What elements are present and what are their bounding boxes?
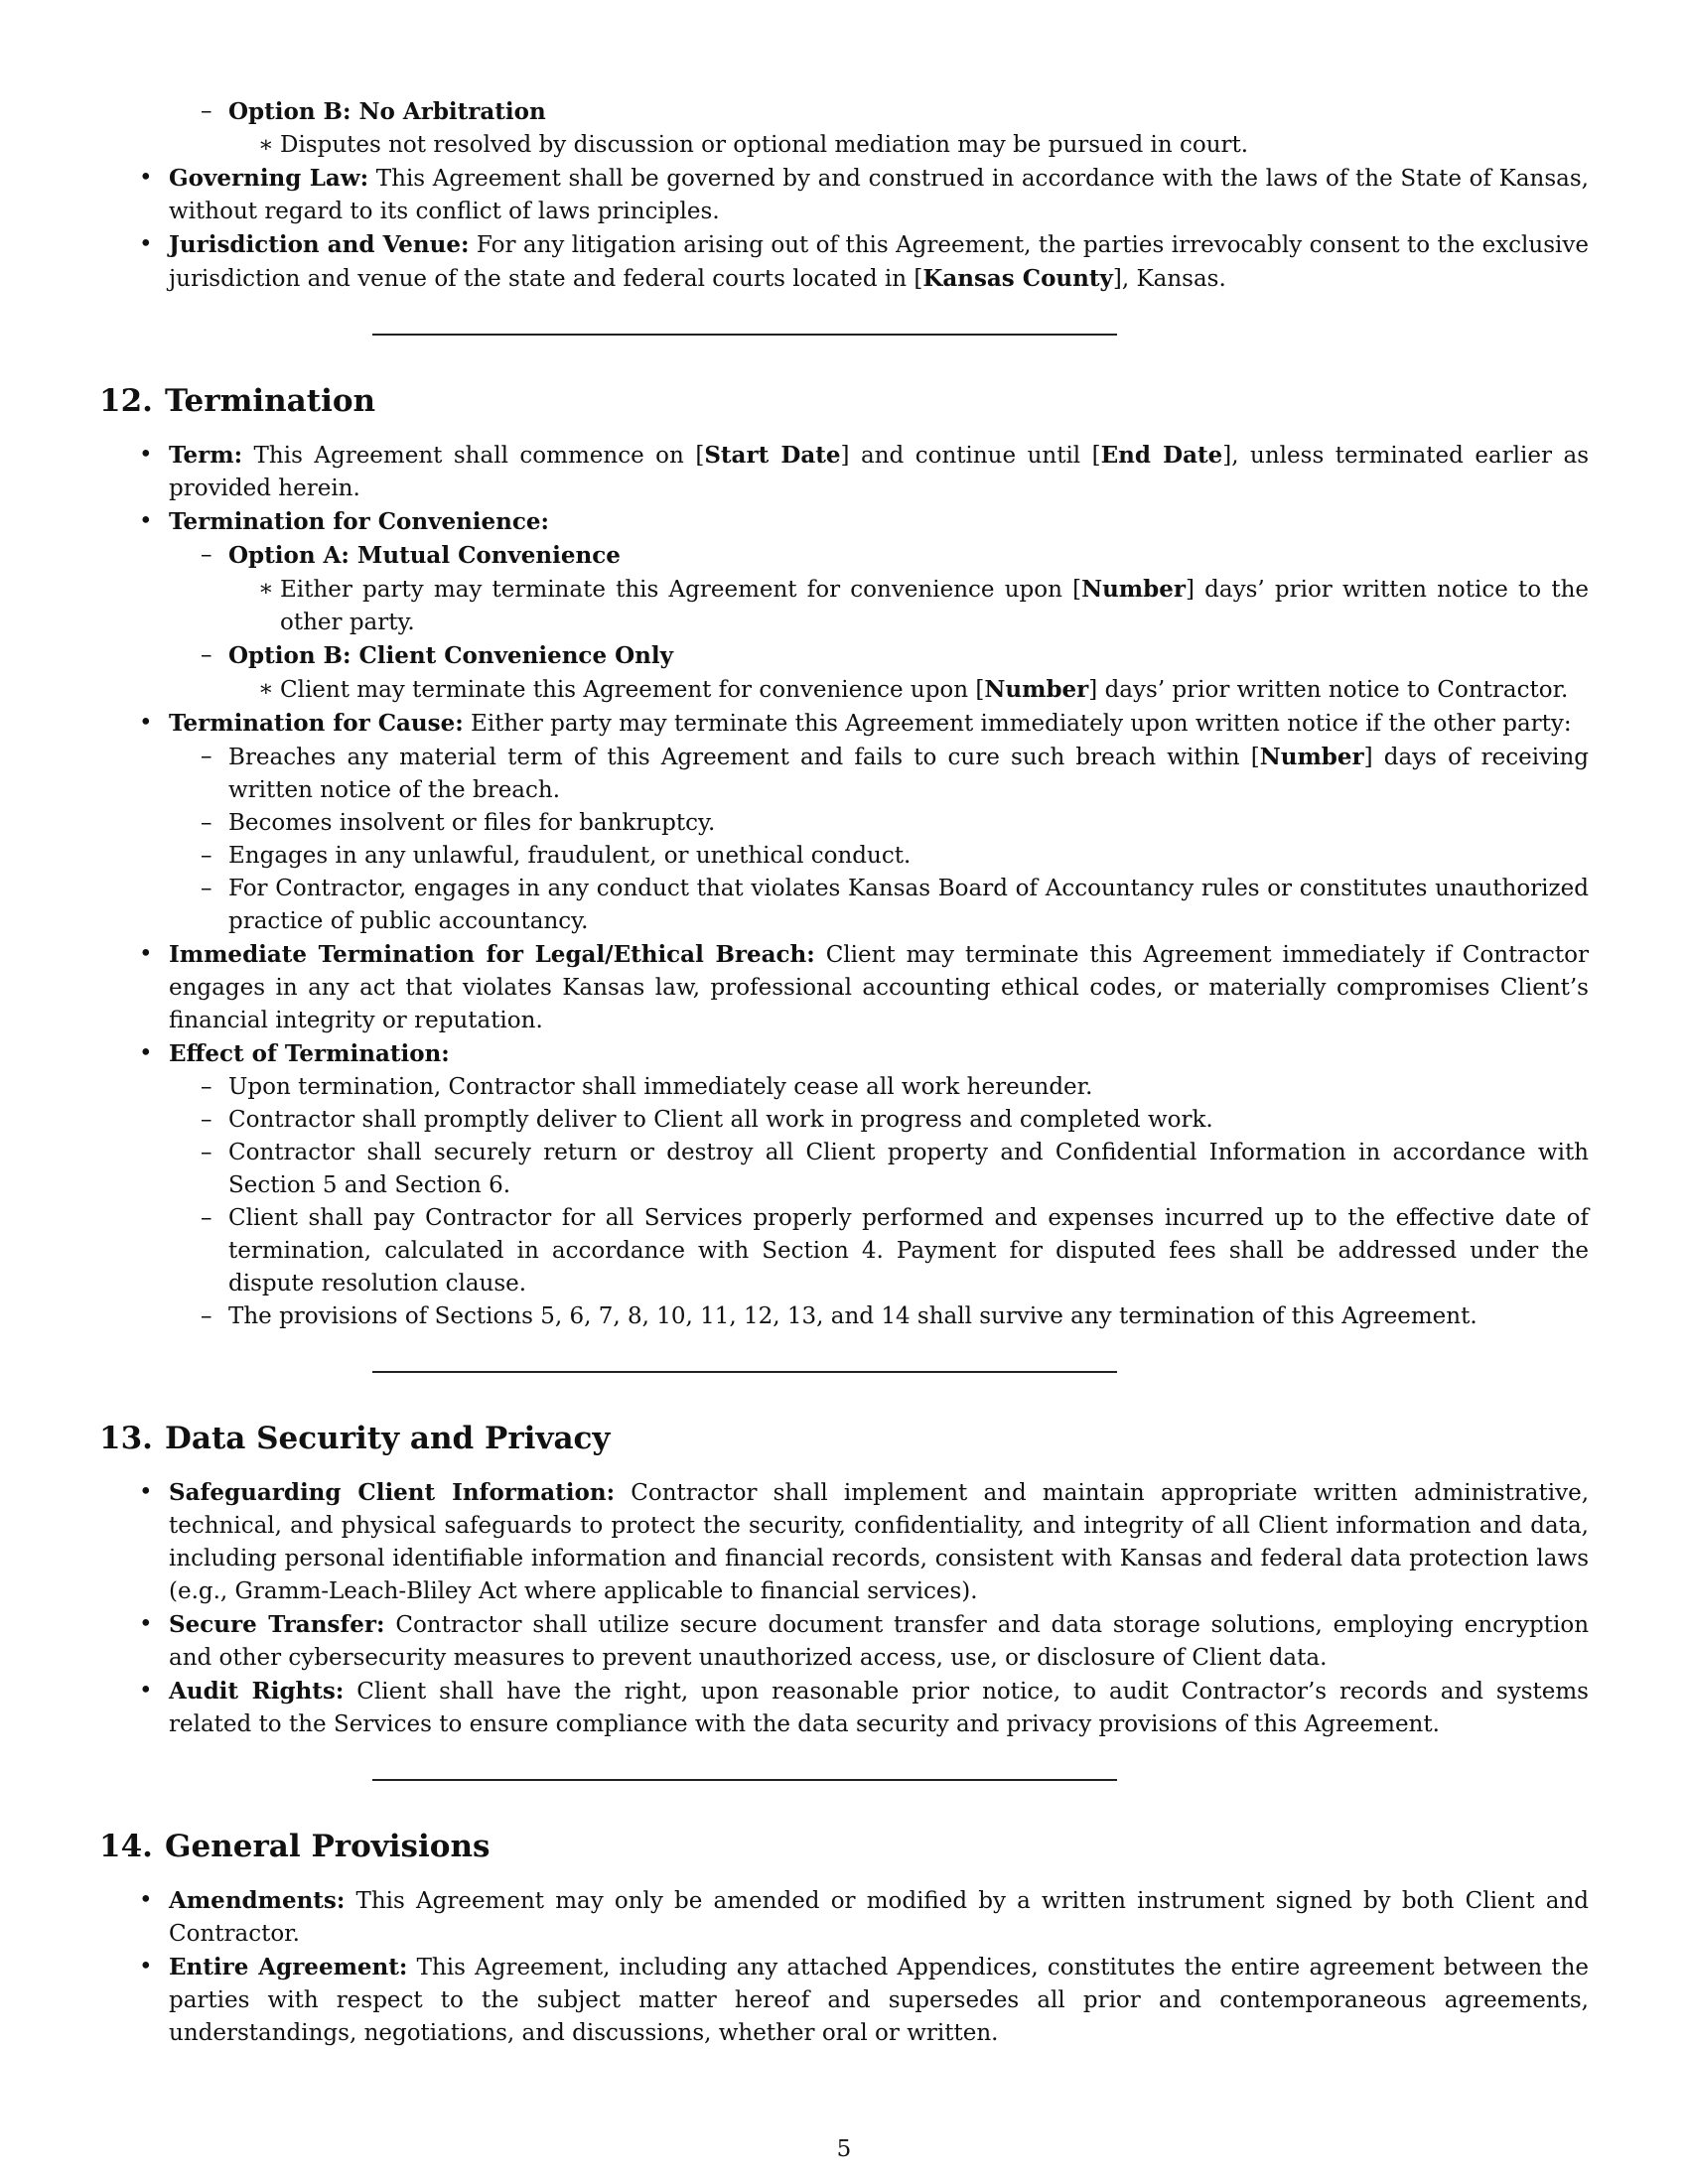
amendments-label: Amendments: (169, 1887, 346, 1914)
list-item (169, 873, 1589, 938)
list-item-audit-rights (99, 1675, 1589, 1741)
list-item (169, 807, 1589, 840)
option-a-text: Either party may terminate this Agreement for convenience upon [ (280, 577, 1082, 603)
list-item-convenience (99, 505, 1589, 707)
list-item-secure-transfer (99, 1608, 1589, 1675)
option-b-label: Option B: No Arbitration (228, 98, 546, 125)
amendments-text: This Agreement may only be amended or modified by a written instrument signed by both Client and Contractor. (169, 1888, 1589, 1947)
termination-list (99, 439, 1589, 1333)
list-item-jurisdiction (99, 228, 1589, 296)
audit-label: Audit Rights: (169, 1678, 345, 1705)
number-placeholder: Number (1081, 576, 1186, 603)
list-item (169, 1202, 1589, 1300)
list-item-immediate (99, 938, 1589, 1037)
cause-1-text: Breaches any material term of this Agreement and fails to cure such breach within [ (228, 745, 1260, 770)
list-item-amendments (99, 1884, 1589, 1951)
section-divider (372, 334, 1117, 336)
jurisdiction-text: For any litigation arising out of this Agreement, the parties irrevocably consent to the exclusive jurisdiction and venue of the state and federal courts located in [ (169, 232, 1589, 292)
option-b-client-text: Client may terminate this Agreement for convenience upon [ (280, 677, 985, 703)
list-item (169, 95, 1589, 162)
section-title: Termination (165, 383, 376, 419)
document-page (99, 95, 1589, 2050)
list-item (228, 573, 1589, 639)
list-item-term (99, 439, 1589, 505)
term-text: ], unless terminated earlier as provided herein. (169, 443, 1590, 501)
jurisdiction-text-end: ], Kansas. (1112, 266, 1226, 292)
top-list (99, 162, 1589, 296)
page-number: 5 (836, 2136, 852, 2162)
cause-4-text: For Contractor, engages in any conduct that violates Kansas Board of Accountancy rules or constitutes unauthorized practice of public accountancy. (228, 876, 1589, 934)
list-item (228, 673, 1589, 707)
audit-text: Client shall have the right, upon reasonable prior notice, to audit Contractor’s records and systems related to the Services to ensure compliance with the data security and privacy provisions of this Agreement. (169, 1679, 1589, 1737)
option-a-text-end: ] days’ prior written notice to the other party. (280, 577, 1589, 635)
option-a-label: Option A: Mutual Convenience (228, 542, 621, 569)
number-placeholder: Number (984, 676, 1089, 703)
entire-agreement-text: This Agreement, including any attached Appendices, constitutes the entire agreement between the parties with respect to the subject matter hereof and supersedes all prior and contemporaneous agreements, understandings, negotiations, and discussions, whether oral or written. (169, 1955, 1589, 2046)
transfer-label: Secure Transfer: (169, 1611, 385, 1638)
jurisdiction-county: Kansas County (922, 265, 1113, 292)
list-item-option-b (169, 639, 1589, 707)
term-end-placeholder: End Date (1100, 442, 1223, 469)
safeguard-label: Safeguarding Client Information: (169, 1479, 616, 1506)
arbitration-options-list (169, 95, 1589, 162)
list-item (169, 1300, 1589, 1333)
section-number: 13. (99, 1421, 153, 1456)
list-item (169, 1137, 1589, 1202)
effect-1-text: Upon termination, Contractor shall immediately cease all work hereunder. (228, 1074, 1093, 1100)
list-item-effect (99, 1037, 1589, 1333)
section-heading-general-provisions (99, 1827, 1589, 1866)
list-item-governing-law (99, 162, 1589, 228)
list-item-option-a (169, 539, 1589, 639)
number-placeholder: Number (1259, 744, 1364, 770)
list-item (169, 741, 1589, 807)
section-heading-data-security (99, 1419, 1589, 1458)
jurisdiction-label: Jurisdiction and Venue: (169, 231, 470, 258)
immediate-label: Immediate Termination for Legal/Ethical Breach: (169, 941, 815, 968)
governing-law-text: This Agreement shall be governed by and construed in accordance with the laws of the State of Kansas, without regard to its conflict of laws principles. (169, 166, 1589, 224)
effect-4-text: Client shall pay Contractor for all Services properly performed and expenses incurred up to the effective date of termination, calculated in accordance with Section 4. Payment for disputed fees shall be addressed under the dispute resolution clause. (228, 1205, 1589, 1297)
cause-1-text-end: ] days of receiving written notice of the breach. (228, 745, 1589, 803)
effect-3-text: Contractor shall securely return or destroy all Client property and Confidential Information in accordance with Section 5 and Section 6. (228, 1140, 1589, 1198)
term-text: This Agreement shall commence on [ (242, 443, 705, 469)
effect-5-text: The provisions of Sections 5, 6, 7, 8, 10, 11, 12, 13, and 14 shall survive any termination of this Agreement. (228, 1303, 1477, 1329)
section-divider (372, 1779, 1117, 1781)
option-b-client-label: Option B: Client Convenience Only (228, 642, 673, 669)
term-start-placeholder: Start Date (704, 442, 841, 469)
section-divider (372, 1371, 1117, 1373)
cause-2-text: Becomes insolvent or files for bankruptcy. (228, 810, 716, 836)
governing-law-label: Governing Law: (169, 165, 369, 192)
section-heading-termination (99, 381, 1589, 421)
option-b-text: Disputes not resolved by discussion or optional mediation may be pursued in court. (280, 132, 1249, 158)
cause-text: Either party may terminate this Agreement immediately upon written notice if the other party: (463, 711, 1572, 737)
section-title: General Provisions (165, 1829, 491, 1864)
option-b-client-text-end: ] days’ prior written notice to Contractor. (1088, 677, 1569, 703)
list-item (169, 840, 1589, 873)
list-item (169, 1104, 1589, 1137)
list-item (228, 129, 1589, 162)
section-number: 14. (99, 1829, 153, 1864)
cause-label: Termination for Cause: (169, 710, 464, 737)
effect-2-text: Contractor shall promptly deliver to Client all work in progress and completed work. (228, 1107, 1213, 1133)
list-item-entire-agreement (99, 1951, 1589, 2050)
effect-label: Effect of Termination: (169, 1040, 450, 1067)
safeguard-text: Contractor shall implement and maintain appropriate written administrative, technical, and physical safeguards to protect the security, confidentiality, and integrity of all Client information and data, including personal identifiable information and financial records, consistent with Kansas and federal data protection laws (e.g., Gramm-Leach-Bliley Act where applicable to financial services). (169, 1480, 1589, 1604)
cause-3-text: Engages in any unlawful, fraudulent, or unethical conduct. (228, 843, 912, 869)
transfer-text: Contractor shall utilize secure document transfer and data storage solutions, employing encryption and other cybersecurity measures to prevent unauthorized access, use, or disclosure of Client data. (169, 1612, 1590, 1671)
immediate-text: Client may terminate this Agreement immediately if Contractor engages in any act that violates Kansas law, professional accounting ethical codes, or materially compromises Client’s financial integrity or reputation. (169, 942, 1589, 1033)
term-label: Term: (169, 442, 243, 469)
general-provisions-list (99, 1884, 1589, 2050)
list-item-safeguarding (99, 1476, 1589, 1608)
section-number: 12. (99, 383, 153, 419)
section-title: Data Security and Privacy (165, 1421, 611, 1456)
list-item-cause (99, 707, 1589, 938)
data-security-list (99, 1476, 1589, 1741)
list-item (169, 1071, 1589, 1104)
term-text: ] and continue until [ (840, 443, 1101, 469)
entire-agreement-label: Entire Agreement: (169, 1954, 408, 1980)
convenience-label: Termination for Convenience: (169, 508, 550, 535)
